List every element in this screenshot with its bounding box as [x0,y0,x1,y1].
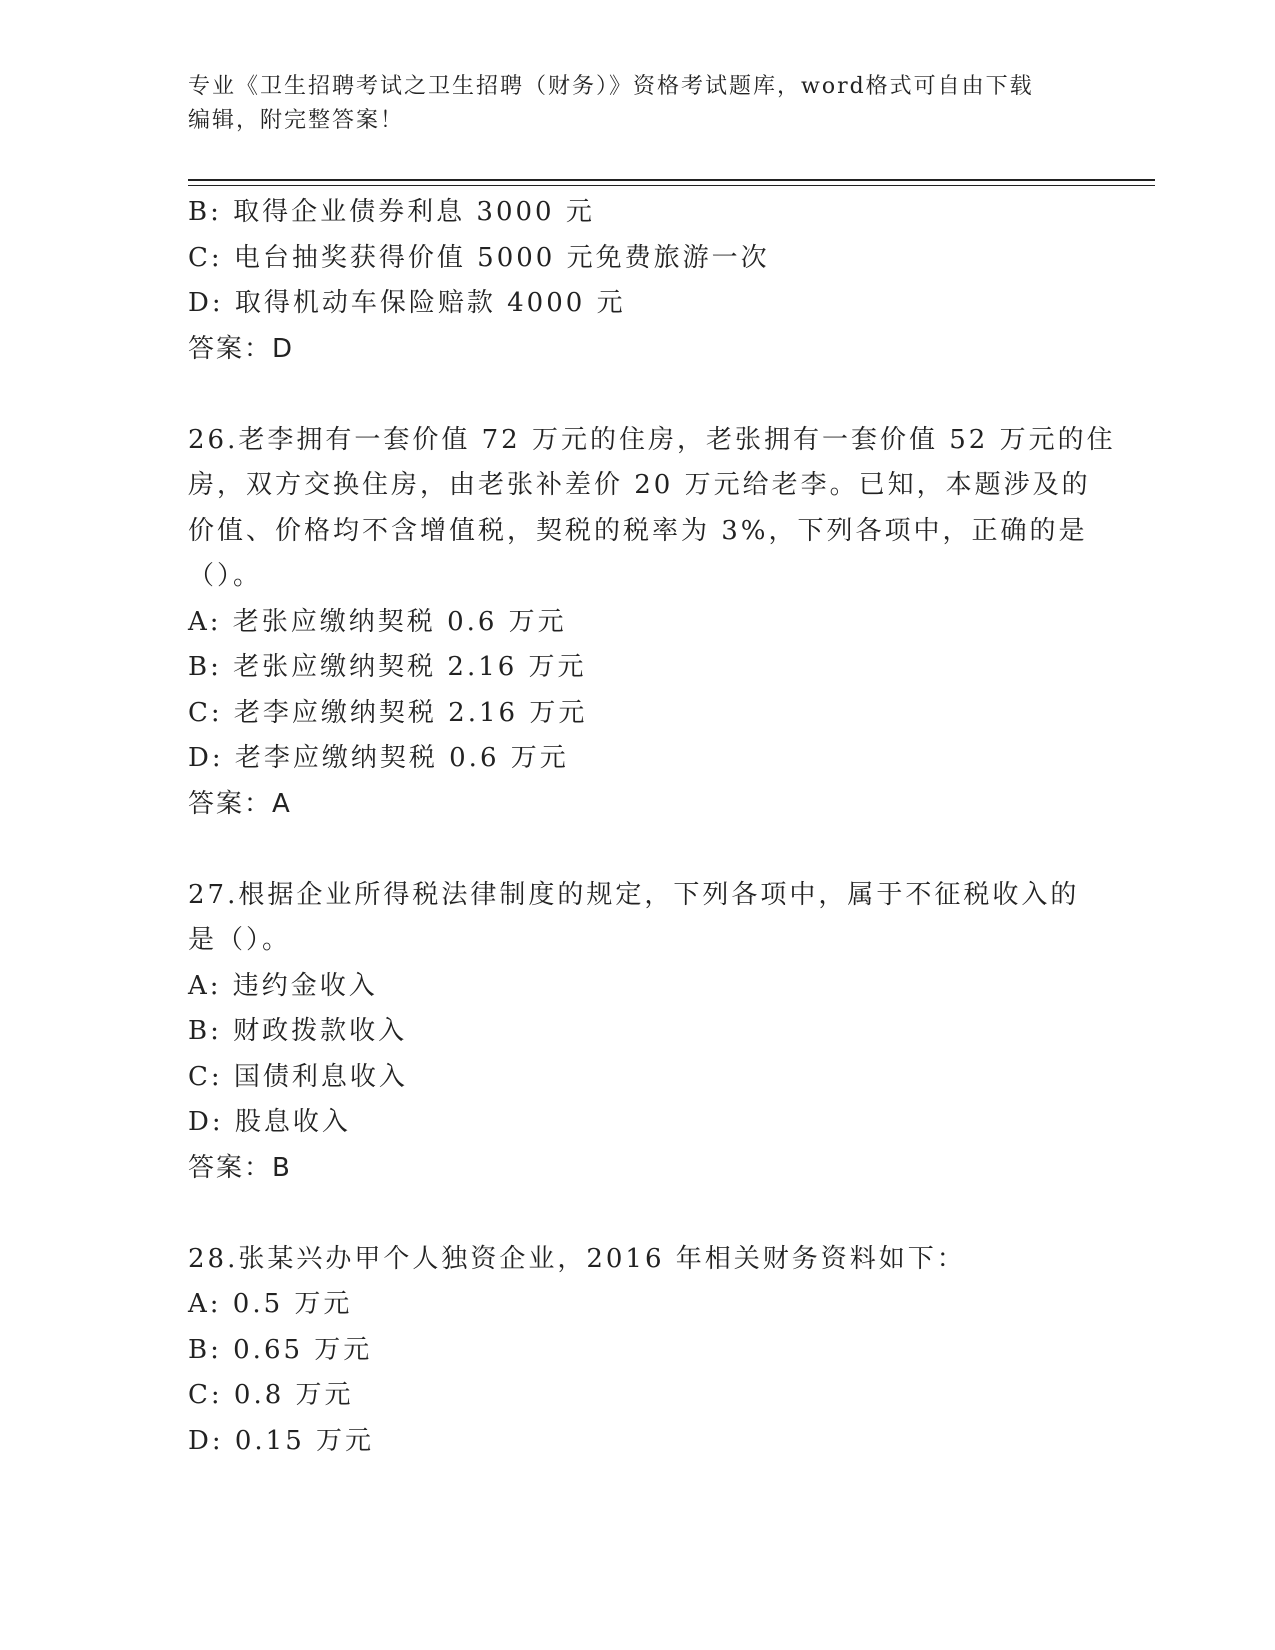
option-d: D: 老李应缴纳契税 0.6 万元 [188,743,569,773]
question-27 [188,873,1088,1192]
header-divider-thick [188,179,1155,181]
question-26 [188,418,1116,828]
option-b: B: 0.65 万元 [188,1334,373,1365]
header-line-2: 编辑，附完整答案！ [188,108,405,133]
option-d: D: 0.15 万元 [188,1425,375,1456]
spacer [188,827,1088,873]
header-line-1: 专业《卫生招聘考试之卫生招聘（财务）》资格考试题库，word格式可自由下载 [188,74,1034,99]
option-c: C: 电台抽奖获得价值 5000 元免费旅游一次 [188,242,770,273]
option-c: C: 老李应缴纳契税 2.16 万元 [188,697,588,728]
option-d: D: 取得机动车保险赔款 4000 元 [188,288,626,318]
option-c: C: 国债利息收入 [188,1061,408,1092]
question-text-line: 价值、价格均不含增值税，契税的税率为 3%，下列各项中，正确的是 [188,515,1088,546]
option-b: B: 取得企业债券利息 3000 元 [188,197,595,227]
spacer [188,372,1088,418]
question-text-line: 28.张某兴办甲个人独资企业，2016 年相关财务资料如下： [188,1243,966,1274]
answer: 答案：D [188,333,295,364]
answer: 答案：B [188,1152,292,1183]
question-text-line: 27.根据企业所得税法律制度的规定，下列各项中，属于不征税收入的 [188,879,1080,910]
question-text-line: （）。 [188,561,263,591]
answer: 答案：A [188,788,292,819]
question-text-line: 房，双方交换住房，由老张补差价 20 万元给老李。已知，本题涉及的 [188,470,1091,500]
option-a: A: 0.5 万元 [188,1289,353,1319]
question-list [188,190,1116,1464]
document-header [188,70,1068,138]
option-b: B: 老张应缴纳契税 2.16 万元 [188,652,587,682]
question-block-prev [188,190,1088,372]
option-b: B: 财政拨款收入 [188,1016,408,1046]
option-a: A: 老张应缴纳契税 0.6 万元 [188,606,567,637]
option-a: A: 违约金收入 [188,970,378,1001]
spacer [188,1191,1088,1237]
option-d: D: 股息收入 [188,1107,351,1137]
question-text-line: 是（）。 [188,925,292,955]
header-divider-thin [188,185,1155,186]
option-c: C: 0.8 万元 [188,1380,354,1410]
question-28 [188,1237,1088,1465]
question-text-line: 26.老李拥有一套价值 72 万元的住房，老张拥有一套价值 52 万元的住 [188,424,1116,455]
